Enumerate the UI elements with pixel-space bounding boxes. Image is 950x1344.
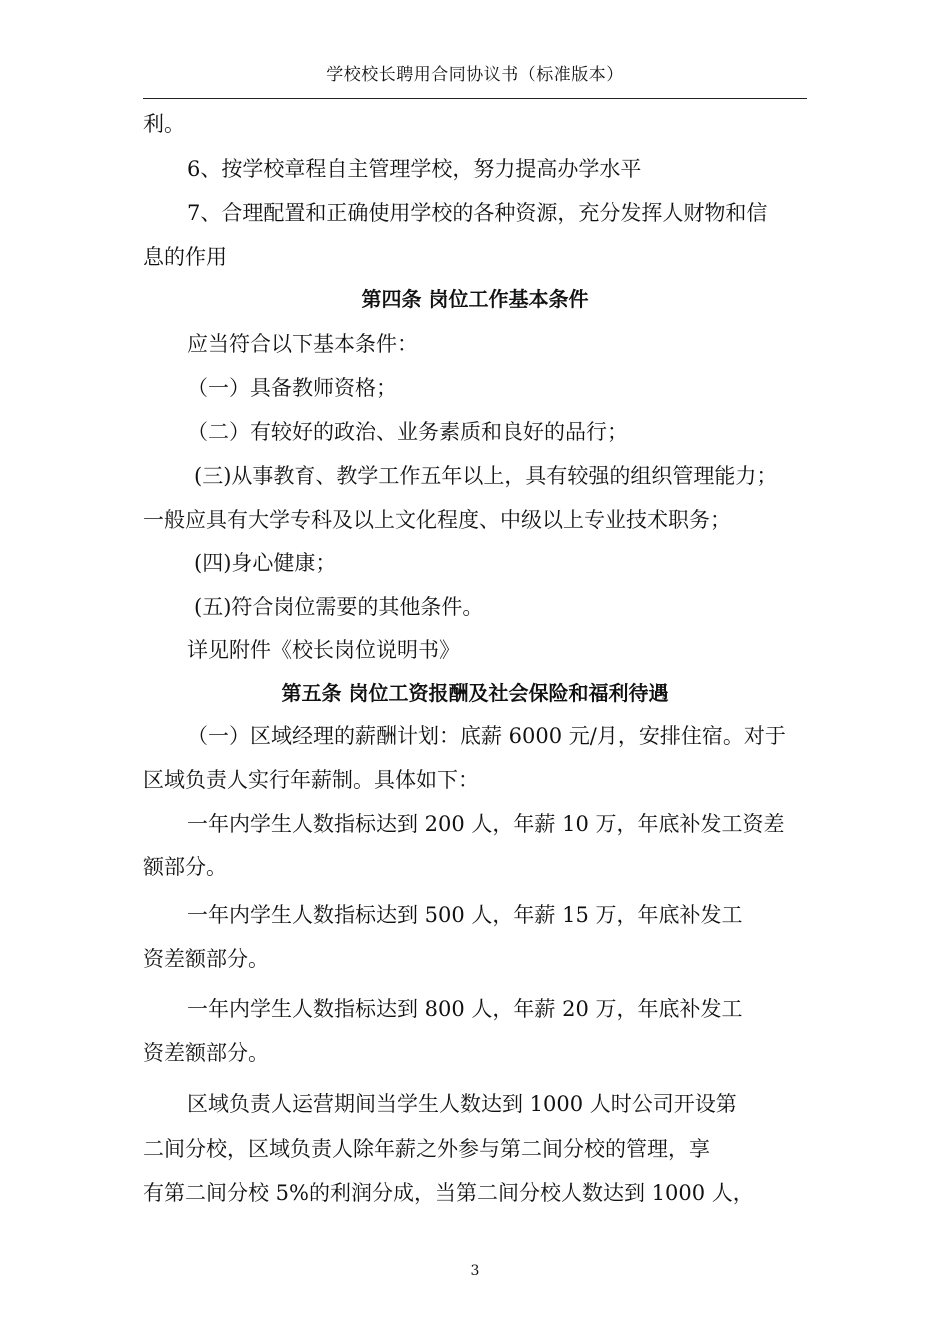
- text-line: 详见附件《校长岗位说明书》: [187, 638, 460, 662]
- text-line: 二间分校，区域负责人除年薪之外参与第二间分校的管理，享: [143, 1137, 710, 1161]
- text-line: 区域负责人实行年薪制。具体如下：: [143, 768, 479, 792]
- header-divider: [143, 98, 807, 99]
- text-line: 利。: [143, 112, 185, 136]
- text-line: 额部分。: [143, 855, 227, 879]
- text-line: 一年内学生人数指标达到 800 人，年薪 20 万，年底补发工: [187, 997, 743, 1021]
- text-line: 资差额部分。: [143, 947, 269, 971]
- page-header-title: 学校校长聘用合同协议书（标准版本）: [326, 65, 624, 85]
- text-line: 息的作用: [143, 245, 227, 269]
- text-line: 区域负责人运营期间当学生人数达到 1000 人时公司开设第: [187, 1092, 737, 1116]
- page-number: 3: [470, 1263, 480, 1279]
- list-item: (五)符合岗位需要的其他条件。: [194, 595, 484, 619]
- text-line: 一年内学生人数指标达到 500 人，年薪 15 万，年底补发工: [187, 903, 743, 927]
- text-line: 一般应具有大学专科及以上文化程度、中级以上专业技术职务；: [143, 508, 731, 532]
- list-item: (四)身心健康；: [194, 551, 337, 575]
- text-line: 有第二间分校 5%的利润分成，当第二间分校人数达到 1000 人，: [143, 1181, 754, 1205]
- list-item: （一）区域经理的薪酬计划：底薪 6000 元/月，安排住宿。对于: [187, 724, 786, 748]
- section-heading-article-5: 第五条 岗位工资报酬及社会保险和福利待遇: [281, 681, 669, 705]
- text-line: 资差额部分。: [143, 1041, 269, 1065]
- text-line: 应当符合以下基本条件：: [187, 332, 418, 356]
- text-line: 6、按学校章程自主管理学校，努力提高办学水平: [187, 157, 642, 181]
- list-item: （一）具备教师资格；: [187, 376, 397, 400]
- list-item: （二）有较好的政治、业务素质和良好的品行；: [187, 420, 628, 444]
- section-heading-article-4: 第四条 岗位工作基本条件: [361, 287, 589, 311]
- text-line: 一年内学生人数指标达到 200 人，年薪 10 万，年底补发工资差: [187, 812, 785, 836]
- list-item: (三)从事教育、教学工作五年以上，具有较强的组织管理能力；: [194, 464, 778, 488]
- text-line: 7、合理配置和正确使用学校的各种资源，充分发挥人财物和信: [187, 201, 768, 225]
